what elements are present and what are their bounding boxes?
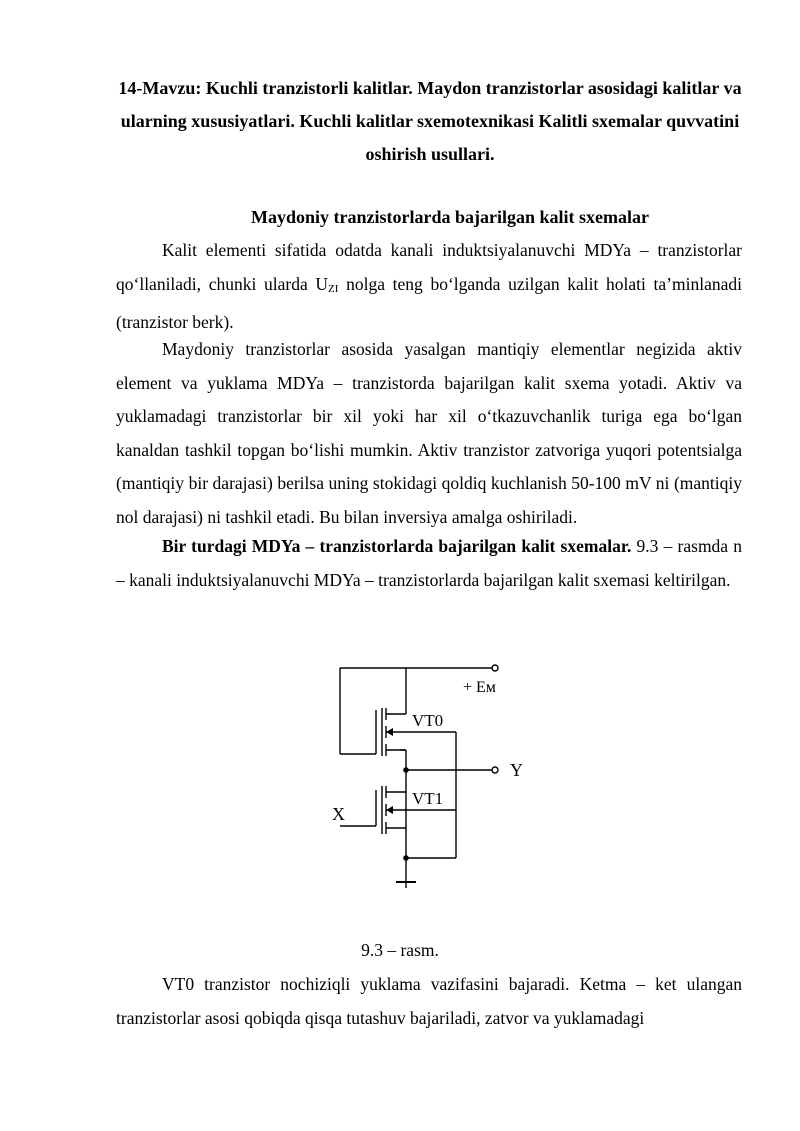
circuit-diagram xyxy=(320,650,540,900)
output-label: Y xyxy=(510,760,523,780)
paragraph-2: Maydoniy tranzistorlar asosida yasalgan mantiqiy elementlar negizida aktiv element va yuklama MDYa – tranzistorda bajarilgan kalit sxema yotadi. Aktiv va yuklamadagi tranzistorlar bir xil yoki har xil o‘tkazuvchanlik turiga ega bo‘lgan kanaldan tashkil topgan bo‘lishi mumkin. Aktiv tranzistor zatvoriga yuqori potentsialga (mantiqiy bir darajasi) berilsa uning stokidagi qoldiq kuchlanish 50-100 mV ni (mantiqiy nol darajasi) ni tashkil etadi. Bu bilan inversiya amalga oshiriladi. xyxy=(116,339,742,527)
paragraph-4: VT0 tranzistor nochiziqli yuklama vazifasini bajaradi. Ketma – ket ulangan tranzistorlar asosi qobiqda qisqa tutashuv bajariladi, zatvor va yuklamadagi xyxy=(116,974,742,1028)
vt1-label: VT1 xyxy=(412,789,444,808)
uzi-symbol: U xyxy=(315,273,329,294)
figure-caption: 9.3 – rasm. xyxy=(361,940,439,960)
output-terminal xyxy=(492,767,498,773)
paragraph-1-text-a: Kalit elementi sifatida odatda kanali induktsiyalanuvchi MDYa – tranzistorlar qo‘llaniladi, chunki ularda xyxy=(116,240,742,294)
paragraph-1 xyxy=(116,234,742,340)
paragraph-1-text-b: nolga teng bo‘lganda uzilgan kalit holati ta’minlanadi (tranzistor berk). xyxy=(116,273,742,332)
input-label: X xyxy=(332,804,345,824)
paragraph-3 xyxy=(116,530,742,597)
uzi-subscript: ZI xyxy=(328,282,339,295)
supply-label: + Eм xyxy=(463,679,496,696)
supply-terminal xyxy=(492,665,498,671)
page-title: 14-Mavzu: Kuchli tranzistorli kalitlar. Maydon tranzistorlar asosidagi kalitlar va ularning xususiyatlari. Kuchli kalitlar sxemotexnikasi Kalitli sxemalar quvvatini oshirish usullari. xyxy=(118,78,742,164)
section-heading: Maydoniy tranzistorlarda bajarilgan kalit sxemalar xyxy=(251,207,649,227)
paragraph-3-text: 9.3 – rasmda n – kanali induktsiyalanuvchi MDYa – tranzistorlarda bajarilgan kalit sxemasi keltirilgan. xyxy=(116,536,743,590)
paragraph-3-bold: Bir turdagi MDYa – tranzistorlarda bajarilgan kalit sxemalar. xyxy=(162,536,632,556)
vt0-label: VT0 xyxy=(412,711,444,730)
